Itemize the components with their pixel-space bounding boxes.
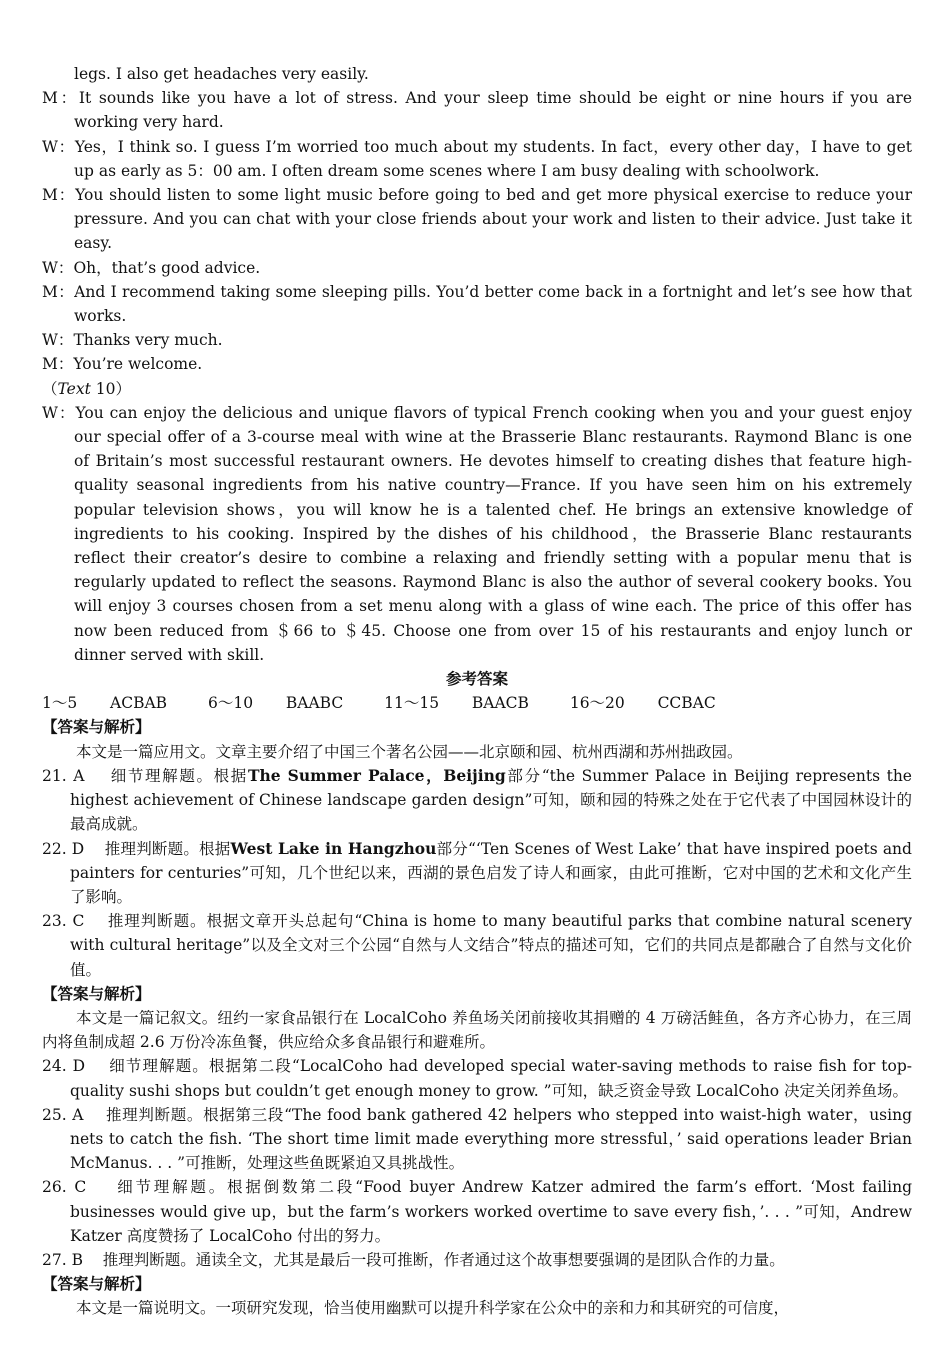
dialogue-line bbox=[42, 256, 912, 280]
answer-key-row bbox=[42, 691, 912, 715]
item-number: 26. C bbox=[42, 1178, 87, 1197]
dialogue-text: And I recommend taking some sleeping pills. You’d better come back in a fortnight and let’s see how that works. bbox=[74, 282, 912, 326]
dialogue-text: Thanks very much. bbox=[73, 331, 223, 350]
section-heading: 【答案与解析】 bbox=[42, 718, 151, 737]
speaker-label: M： bbox=[42, 186, 76, 205]
explanation-item: 26. C 细节理解题。根据倒数第二段“Food buyer Andrew Katzer admired the farm’s effort. ‘Most failing businesses would give up，but the farm’s workers worked overtime to save every fish，’. . . ”可知，Andrew Katzer 高度赞扬了 LocalCoho 付出的努力。 bbox=[42, 1178, 912, 1245]
explanation-item: 22. D 推理判断题。根据West Lake in Hangzhou部分“‘Ten Scenes of West Lake’ that have inspired poets and painters for centuries”可知，几个世纪以来，西湖的景色启发了诗人和画家，由此可推断，它对中国的艺术和文化产生了影响。 bbox=[42, 838, 912, 906]
answer-group: 11～15 BAACB bbox=[384, 694, 529, 713]
monologue bbox=[42, 401, 912, 667]
dialogue-text: You’re welcome. bbox=[73, 355, 203, 374]
item-number: 22. D bbox=[42, 839, 85, 858]
answer-group: 6～10 BAABC bbox=[207, 694, 344, 713]
dialogue-text: Yes，I think so. I guess I’m worried too much about my students. In fact，every other day，I have to get up as early as 5：00 am. I often dream some scenes where I am busy dealing with schoolwork. bbox=[74, 137, 912, 180]
explanation-item: 23. C 推理判断题。根据文章开头总起句“China is home to many beautiful parks that combine natural scenery with cultural heritage”以及全文对三个公园“自然与人文结合”特点的描述可知，它们的共同点是都融合了自然与文化价值。 bbox=[42, 912, 912, 979]
item-number: 27. B bbox=[42, 1250, 83, 1269]
speaker-label: W： bbox=[42, 258, 74, 277]
monologue-text: You can enjoy the delicious and unique flavors of typical French cooking when you and your guest enjoy our special offer of a 3-course meal with wine at the Brasserie Blanc restaurants. Raymond Blanc is one of Britain’s most successful restaurant owners. He devotes himself to creating dishes that feature high-quality seasonal ingredients from his native country—France. If you have seen him on his extremely popular television shows，you will know he is a talented chef. He brings an extensive knowledge of ingredients to his cooking. Inspired by the dishes of his childhood，the Brasserie Blanc restaurants reflect their creator’s desire to combine a relaxing and friendly setting with a popular menu that is regularly updated to reflect the seasons. Raymond Blanc is also the author of several cookery books. You will enjoy 3 courses chosen from a set menu along with a glass of wine each. The price of this offer has now been reduced from ＄66 to ＄45. Choose one from over 15 of his restaurants and enjoy lunch or dinner served with skill. bbox=[74, 403, 913, 664]
transcript-continuation: legs. I also get headaches very easily. bbox=[74, 65, 369, 83]
speaker-label: M： bbox=[42, 282, 75, 301]
dialogue-text: It sounds like you have a lot of stress. And your sleep time should be eight or nine hours if you are working very hard. bbox=[74, 89, 912, 132]
dialogue-text: You should listen to some light music before going to bed and get more physical exercise to reduce your pressure. And you can chat with your close friends about your work and listen to their advice. Just take it easy. bbox=[74, 186, 912, 253]
speaker-label: W： bbox=[42, 331, 74, 350]
item-number: 25. A bbox=[42, 1105, 84, 1124]
document-page bbox=[42, 62, 912, 1321]
dialogue-line bbox=[42, 280, 912, 328]
explanation-item: 27. B 推理判断题。通读全文，尤其是最后一段可推断，作者通过这个故事想要强调的是团队合作的力量。 bbox=[42, 1250, 785, 1269]
answer-key-title: 参考答案 bbox=[445, 670, 508, 689]
explanation-item: 25. A 推理判断题。根据第三段“The food bank gathered 42 helpers who stepped into waist-high water，using nets to catch the fish. ‘The short time limit made everything more stressful，’ said operations leader Brian McManus. . . ”可推断，处理这些鱼既紧迫又具挑战性。 bbox=[42, 1105, 912, 1173]
section-intro: 本文是一篇记叙文。纽约一家食品银行在 LocalCoho 养鱼场关闭前接收其捐赠的 4 万磅活鲑鱼，各方齐心协力，在三周内将鱼制成超 2.6 万份冷冻鱼餐，供应给众多食品银行和避难所。 bbox=[42, 1008, 912, 1052]
explanation-item: 21. A 细节理解题。根据The Summer Palace，Beijing部分“the Summer Palace in Beijing represents the highest achievement of Chinese landscape garden design”可知，颐和园的特殊之处在于它代表了中国园林设计的最高成就。 bbox=[42, 765, 912, 834]
answer-group: 16～20 CCBAC bbox=[569, 694, 716, 713]
answer-group: 1～5 ACBAB bbox=[42, 694, 168, 713]
item-number: 23. C bbox=[42, 912, 85, 931]
section-intro: 本文是一篇说明文。一项研究发现，恰当使用幽默可以提升科学家在公众中的亲和力和其研究的可信度， bbox=[76, 1299, 790, 1318]
dialogue-line bbox=[42, 135, 912, 183]
section-heading: 【答案与解析】 bbox=[42, 1275, 151, 1294]
section-intro: 本文是一篇应用文。文章主要介绍了中国三个著名公园——北京颐和园、杭州西湖和苏州拙政园。 bbox=[76, 742, 743, 761]
speaker-label: M： bbox=[42, 89, 79, 108]
dialogue-line bbox=[42, 352, 912, 376]
dialogue-line bbox=[42, 86, 912, 134]
dialogue-line bbox=[42, 183, 912, 256]
speaker-label: W： bbox=[42, 403, 76, 422]
text10-heading: （Text 10） bbox=[42, 379, 131, 398]
speaker-label: W： bbox=[42, 137, 75, 156]
dialogue-text: Oh，that’s good advice. bbox=[73, 258, 261, 277]
section-heading: 【答案与解析】 bbox=[42, 984, 151, 1003]
item-number: 24. D bbox=[42, 1057, 86, 1076]
dialogue-line bbox=[42, 328, 912, 352]
speaker-label: M： bbox=[42, 355, 74, 374]
explanation-item: 24. D 细节理解题。根据第二段“LocalCoho had developed special water-saving methods to raise fish for top-quality sushi shops but couldn’t get enough money to grow. ”可知，缺乏资金导致 LocalCoho 决定关闭养鱼场。 bbox=[42, 1057, 912, 1100]
item-number: 21. A bbox=[42, 766, 85, 785]
